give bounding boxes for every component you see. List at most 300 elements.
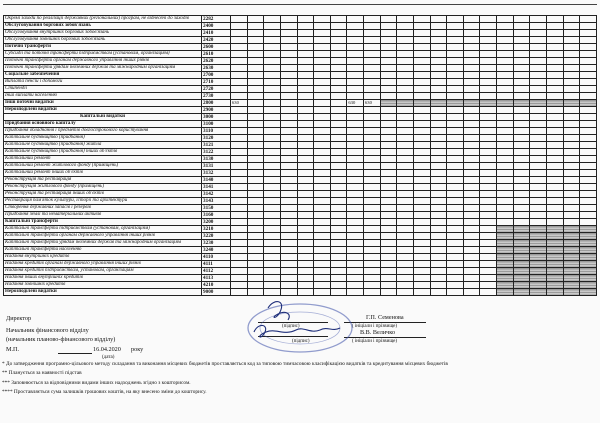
value-cell [480,198,497,205]
table-row [4,23,597,30]
value-cell [280,240,297,247]
row-code-cell: 4112 [202,268,231,275]
value-cell [347,58,364,65]
value-cell [247,177,264,184]
value-cell [447,170,464,177]
value-cell [297,212,314,219]
table-row [4,170,597,177]
row-code-cell: 3122 [202,149,231,156]
value-cell [447,86,464,93]
row-code-cell: 4111 [202,261,231,268]
value-cell [330,289,347,296]
value-cell [364,205,381,212]
value-cell [314,142,331,149]
value-cell [347,170,364,177]
row-code-cell: 3120 [202,135,231,142]
value-cell [497,128,514,135]
value-cell [314,16,331,23]
value-cell [480,233,497,240]
value-cell [231,51,248,58]
value-cell [347,23,364,30]
value-cell [463,233,480,240]
value-cell [380,163,397,170]
value-cell [231,128,248,135]
value-cell [530,128,547,135]
value-cell [380,23,397,30]
value-cell [580,135,597,142]
value-cell [546,219,563,226]
value-cell [413,254,430,261]
value-cell [247,121,264,128]
value-cell [513,254,530,261]
value-cell [314,37,331,44]
table-row [4,30,597,37]
value-cell [430,149,447,156]
value-cell [297,128,314,135]
value-cell [463,72,480,79]
value-cell [497,72,514,79]
value-cell [463,247,480,254]
value-cell [580,184,597,191]
year-label: року [131,346,144,353]
value-cell [430,184,447,191]
value-cell [297,156,314,163]
value-cell [231,177,248,184]
value-cell [380,205,397,212]
value-cell [580,149,597,156]
value-cell [480,156,497,163]
value-cell [247,86,264,93]
row-code-cell: 2720 [202,86,231,93]
table-row [4,184,597,191]
value-cell [264,37,281,44]
value-cell [563,254,580,261]
value-cell [447,121,464,128]
value-cell [530,135,547,142]
chief-signature-caption: (підпис) [292,339,310,344]
value-cell [297,23,314,30]
value-cell [397,86,414,93]
value-cell [347,128,364,135]
value-cell [580,170,597,177]
value-cell [430,254,447,261]
date-caption: (дата) [102,355,115,360]
value-cell [580,282,597,289]
value-cell [280,142,297,149]
value-cell [397,44,414,51]
value-cell [330,135,347,142]
value-cell [231,121,248,128]
value-cell [563,142,580,149]
value-cell [314,170,331,177]
value-cell [580,191,597,198]
row-name-cell: Капітальне будівництво (придбання) інших об'єктів [4,149,202,156]
value-cell [314,198,331,205]
value-cell [347,86,364,93]
value-cell [397,72,414,79]
table-row [4,58,597,65]
value-cell [231,184,248,191]
value-cell [314,184,331,191]
value-cell [397,247,414,254]
row-name-cell: Інші виплати населенню [4,93,202,100]
value-cell [330,142,347,149]
chief-label-sub: (начальник планово-фінансового відділу) [6,336,116,343]
value-cell [497,282,514,289]
value-cell [480,142,497,149]
value-cell [546,156,563,163]
value-cell [563,282,580,289]
value-cell [297,289,314,296]
value-cell [297,254,314,261]
value-cell [413,51,430,58]
value-cell [397,163,414,170]
value-cell [280,121,297,128]
value-cell [397,268,414,275]
value-cell [530,184,547,191]
value-cell [364,93,381,100]
value-cell [447,247,464,254]
value-cell [413,212,430,219]
value-cell [563,58,580,65]
value-cell [297,142,314,149]
value-cell [247,219,264,226]
value-cell [580,86,597,93]
value-cell [397,100,414,107]
value-cell [231,86,248,93]
value-cell [480,289,497,296]
row-name-cell: Обслуговування боргових зобов'язань [4,23,202,30]
value-cell [513,261,530,268]
value-cell [347,30,364,37]
value-cell [397,51,414,58]
value-cell [413,149,430,156]
value-cell [330,128,347,135]
value-cell: 630 [231,100,248,107]
value-cell [580,114,597,121]
value-cell [380,184,397,191]
value-cell [447,191,464,198]
value-cell [463,219,480,226]
value-cell [513,170,530,177]
value-cell [347,219,364,226]
row-name-cell: Капітальне будівництво (придбання) житла [4,142,202,149]
value-cell [413,289,430,296]
value-cell [463,149,480,156]
value-cell [497,107,514,114]
value-cell [264,30,281,37]
value-cell [430,93,447,100]
value-cell [264,289,281,296]
value-cell [546,114,563,121]
value-cell [480,219,497,226]
value-cell [580,121,597,128]
value-cell [463,142,480,149]
value-cell [397,282,414,289]
value-cell [347,142,364,149]
value-cell [513,58,530,65]
value-cell [546,30,563,37]
value-cell [580,233,597,240]
value-cell [364,79,381,86]
value-cell [347,135,364,142]
value-cell [513,240,530,247]
value-cell [314,114,331,121]
value-cell [297,44,314,51]
value-cell [430,289,447,296]
value-cell [247,79,264,86]
value-cell [347,163,364,170]
value-cell [314,282,331,289]
row-name-cell: Надання інших внутрішніх кредитів [4,275,202,282]
row-code-cell: 2630 [202,65,231,72]
value-cell [280,114,297,121]
value-cell [247,128,264,135]
value-cell [231,58,248,65]
value-cell [530,16,547,23]
value-cell [380,93,397,100]
value-cell [497,240,514,247]
table-row [4,254,597,261]
value-cell [480,72,497,79]
value-cell [413,268,430,275]
value-cell [280,219,297,226]
value-cell [264,58,281,65]
value-cell [231,268,248,275]
value-cell [330,212,347,219]
value-cell [314,100,331,107]
value-cell [513,191,530,198]
value-cell [463,268,480,275]
value-cell [247,226,264,233]
value-cell [330,30,347,37]
value-cell [463,170,480,177]
table-row [4,149,597,156]
value-cell [463,205,480,212]
value-cell [247,156,264,163]
value-cell [330,114,347,121]
value-cell [480,16,497,23]
value-cell [530,240,547,247]
value-cell [347,16,364,23]
value-cell [530,142,547,149]
row-code-cell: 2282 [202,16,231,23]
row-name-cell: Надання кредитів органам державного управління інших рівнів [4,261,202,268]
value-cell [497,198,514,205]
table-row [4,51,597,58]
table-row [4,163,597,170]
value-cell [497,30,514,37]
value-cell [513,79,530,86]
value-cell [364,121,381,128]
value-cell [546,142,563,149]
stamp-outer-ring [248,304,352,352]
value-cell [546,107,563,114]
value-cell [247,44,264,51]
value-cell [264,191,281,198]
value-cell [463,23,480,30]
value-cell [231,142,248,149]
value-cell [480,163,497,170]
value-cell [314,72,331,79]
value-cell [447,30,464,37]
value-cell [430,37,447,44]
value-cell [580,128,597,135]
value-cell [397,233,414,240]
value-cell [280,30,297,37]
value-cell [264,142,281,149]
value-cell [280,275,297,282]
value-cell [247,275,264,282]
value-cell [397,261,414,268]
row-code-cell: 4210 [202,282,231,289]
value-cell [513,205,530,212]
value-cell [530,156,547,163]
value-cell [480,128,497,135]
value-cell [480,170,497,177]
value-cell [563,37,580,44]
value-cell [497,254,514,261]
value-cell [513,149,530,156]
value-cell [280,128,297,135]
value-cell [447,261,464,268]
value-cell [297,170,314,177]
value-cell [330,156,347,163]
value-cell [497,37,514,44]
value-cell [264,107,281,114]
value-cell [546,79,563,86]
value-cell [530,170,547,177]
value-cell [480,86,497,93]
value-cell [330,72,347,79]
value-cell [413,65,430,72]
value-cell [497,163,514,170]
value-cell [530,198,547,205]
value-cell [580,16,597,23]
value-cell [546,212,563,219]
value-cell [231,44,248,51]
value-cell [463,86,480,93]
chief-initials-caption: ( ініціали і прізвище) [352,339,398,344]
value-cell [513,219,530,226]
official-stamp-and-signatures [240,296,360,356]
value-cell [463,107,480,114]
row-code-cell: 3160 [202,212,231,219]
value-cell [447,16,464,23]
value-cell [530,23,547,30]
value-cell [314,226,331,233]
value-cell [231,289,248,296]
row-code-cell: 3131 [202,163,231,170]
row-code-cell: 2900 [202,107,231,114]
value-cell [364,268,381,275]
value-cell [430,16,447,23]
row-name-cell: Поточні трансферти урядам іноземних держав та міжнародним організаціям [4,65,202,72]
value-cell [297,51,314,58]
value-cell [347,121,364,128]
value-cell [413,226,430,233]
value-cell [231,219,248,226]
table-row [4,191,597,198]
value-cell [430,191,447,198]
value-cell [347,114,364,121]
value-cell [314,219,331,226]
value-cell [231,191,248,198]
row-code-cell: 2400 [202,23,231,30]
value-cell [480,121,497,128]
value-cell [447,233,464,240]
value-cell [546,44,563,51]
value-cell [231,226,248,233]
value-cell [580,240,597,247]
value-cell [247,261,264,268]
value-cell [563,72,580,79]
value-cell [413,142,430,149]
value-cell [247,282,264,289]
value-cell [463,254,480,261]
value-cell [347,37,364,44]
table-row [4,114,597,121]
value-cell [280,79,297,86]
table-row [4,79,597,86]
table-row [4,219,597,226]
value-cell [364,233,381,240]
value-cell [280,156,297,163]
value-cell [413,184,430,191]
value-cell [430,72,447,79]
value-cell [563,233,580,240]
value-cell [364,254,381,261]
value-cell [580,79,597,86]
row-code-cell: 3220 [202,233,231,240]
row-name-cell: Капітальний ремонт житлового фонду (приміщень) [4,163,202,170]
value-cell [463,198,480,205]
value-cell [280,170,297,177]
row-code-cell: 3141 [202,184,231,191]
value-cell [480,191,497,198]
value-cell [580,163,597,170]
value-cell [297,177,314,184]
chief-label: Начальник фінансового відділу [6,327,89,334]
value-cell [297,37,314,44]
value-cell [297,16,314,23]
value-cell [364,51,381,58]
row-code-cell: 3240 [202,247,231,254]
value-cell [314,254,331,261]
value-cell [447,177,464,184]
value-cell [546,58,563,65]
value-cell [314,51,331,58]
value-cell [497,184,514,191]
value-cell [264,261,281,268]
value-cell [480,114,497,121]
value-cell [231,282,248,289]
value-cell [480,23,497,30]
value-cell [430,44,447,51]
value-cell [563,205,580,212]
table-row [4,198,597,205]
value-cell [513,184,530,191]
row-name-cell: Виплата пенсій і допомоги [4,79,202,86]
value-cell [380,254,397,261]
value-cell [463,44,480,51]
value-cell [397,184,414,191]
value-cell [264,65,281,72]
value-cell [563,107,580,114]
value-cell [463,30,480,37]
value-cell [264,240,281,247]
value-cell [447,219,464,226]
